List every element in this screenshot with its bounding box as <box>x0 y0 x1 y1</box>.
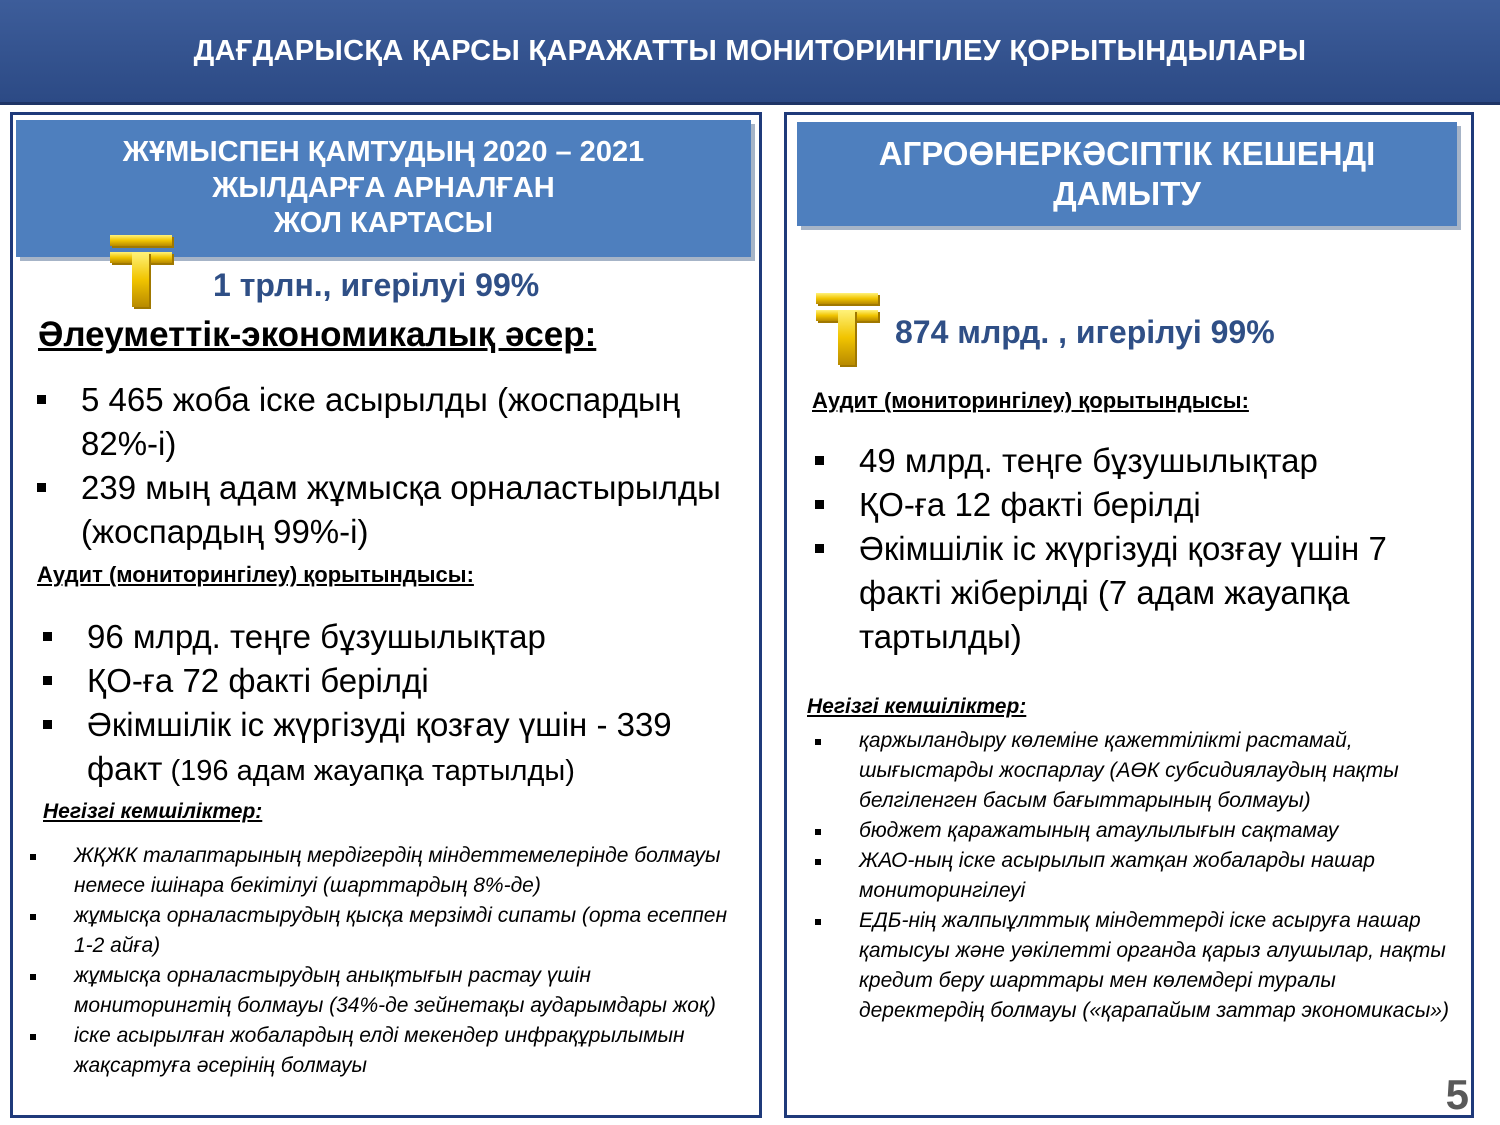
roadmap-panel <box>10 112 762 1118</box>
list-item-note: (196 адам жауапқа тартылды) <box>162 755 575 787</box>
audit-list <box>815 439 1435 659</box>
audit-list <box>43 615 743 793</box>
title-line: ЖҰМЫСПЕН ҚАМТУДЫҢ 2020 – 2021 <box>122 136 645 169</box>
list-item: 239 мың адам жұмысқа орналастырылды (жоспардың 99%-і) <box>37 466 757 554</box>
title-line: АГРОӨНЕРКӘСІПТІК КЕШЕНДІ <box>878 134 1376 172</box>
impact-list <box>37 378 757 554</box>
list-item: ЖҚЖК талаптарының мердігердің міндеттемелерінде болмауы немесе ішінара бекітілуі (шарттардың 8%-де) <box>28 841 750 901</box>
list-item <box>43 703 743 793</box>
issues-heading: Негізгі кемшіліктер: <box>807 695 1027 718</box>
issues-heading: Негізгі кемшіліктер: <box>43 800 263 823</box>
issues-list <box>28 841 750 1081</box>
agro-amount: 874 млрд. , игерілуі 99% <box>895 314 1275 350</box>
list-item: 49 млрд. теңге бұзушылықтар <box>815 439 1435 483</box>
audit-heading: Аудит (мониторингілеу) қорытындысы: <box>37 562 474 587</box>
slide-title: ДАҒДАРЫСҚА ҚАРСЫ ҚАРАЖАТТЫ МОНИТОРИНГІЛЕУ ҚОРЫТЫНДЫЛАРЫ <box>193 34 1307 67</box>
list-item-main: Әкімшілік іс жүргізуді қозғау үшін - 339 факт <box>87 706 672 787</box>
agro-panel <box>784 112 1474 1118</box>
tenge-sign-icon <box>814 291 882 367</box>
list-item: жұмысқа орналастырудың анықтығын растау үшін мониторингтің болмауы (34%-де зейнетақы аударымдары жоқ) <box>28 961 750 1021</box>
roadmap-amount: 1 трлн., игерілуі 99% <box>213 267 540 303</box>
impact-heading: Әлеуметтік-экономикалық әсер: <box>38 315 597 354</box>
list-item: 5 465 жоба іске асырылды (жоспардың 82%-і) <box>37 378 757 466</box>
list-item: ҚО-ға 72 факті берілді <box>43 659 743 703</box>
slide-header <box>0 0 1500 105</box>
list-item: Әкімшілік іс жүргізуді қозғау үшін 7 факті жіберілді (7 адам жауапқа тартылды) <box>815 527 1435 659</box>
title-line: ЖЫЛДАРҒА АРНАЛҒАН <box>212 171 555 204</box>
audit-heading: Аудит (мониторингілеу) қорытындысы: <box>812 388 1249 413</box>
title-line: ЖОЛ КАРТАСЫ <box>273 207 494 240</box>
title-line: ДАМЫТУ <box>1053 175 1201 212</box>
list-item: ЖАО-ның іске асырылып жатқан жобаларды нашар мониторингілеуі <box>813 846 1453 906</box>
list-item: іске асырылған жобалардың елді мекендер инфрақұрылымын жақсартуға әсерінің болмауы <box>28 1021 750 1081</box>
list-item: ҚО-ға 12 факті берілді <box>815 483 1435 527</box>
tenge-sign-icon <box>108 233 176 309</box>
list-item: бюджет қаражатының атаулылығын сақтамау <box>813 816 1453 846</box>
list-item: ЕДБ-нің жалпыұлттық міндеттерді іске асыруға нашар қатысуы және уәкілетті органда қарыз алушылар, нақты кредит беру шарттары мен көлемдері туралы деректердің болмауы («қарапайым заттар экономикасы») <box>813 906 1453 1026</box>
agro-panel-title <box>797 122 1457 226</box>
list-item: қаржыландыру көлеміне қажеттілікті растамай, шығыстарды жоспарлау (АӨК субсидиялаудың нақты белгіленген басым бағыттарының болмауы) <box>813 726 1453 816</box>
issues-list <box>813 726 1453 1026</box>
list-item: 96 млрд. теңге бұзушылықтар <box>43 615 743 659</box>
list-item: жұмысқа орналастырудың қысқа мерзімді сипаты (орта есеппен 1-2 айға) <box>28 901 750 961</box>
page-number: 5 <box>1445 1071 1469 1118</box>
